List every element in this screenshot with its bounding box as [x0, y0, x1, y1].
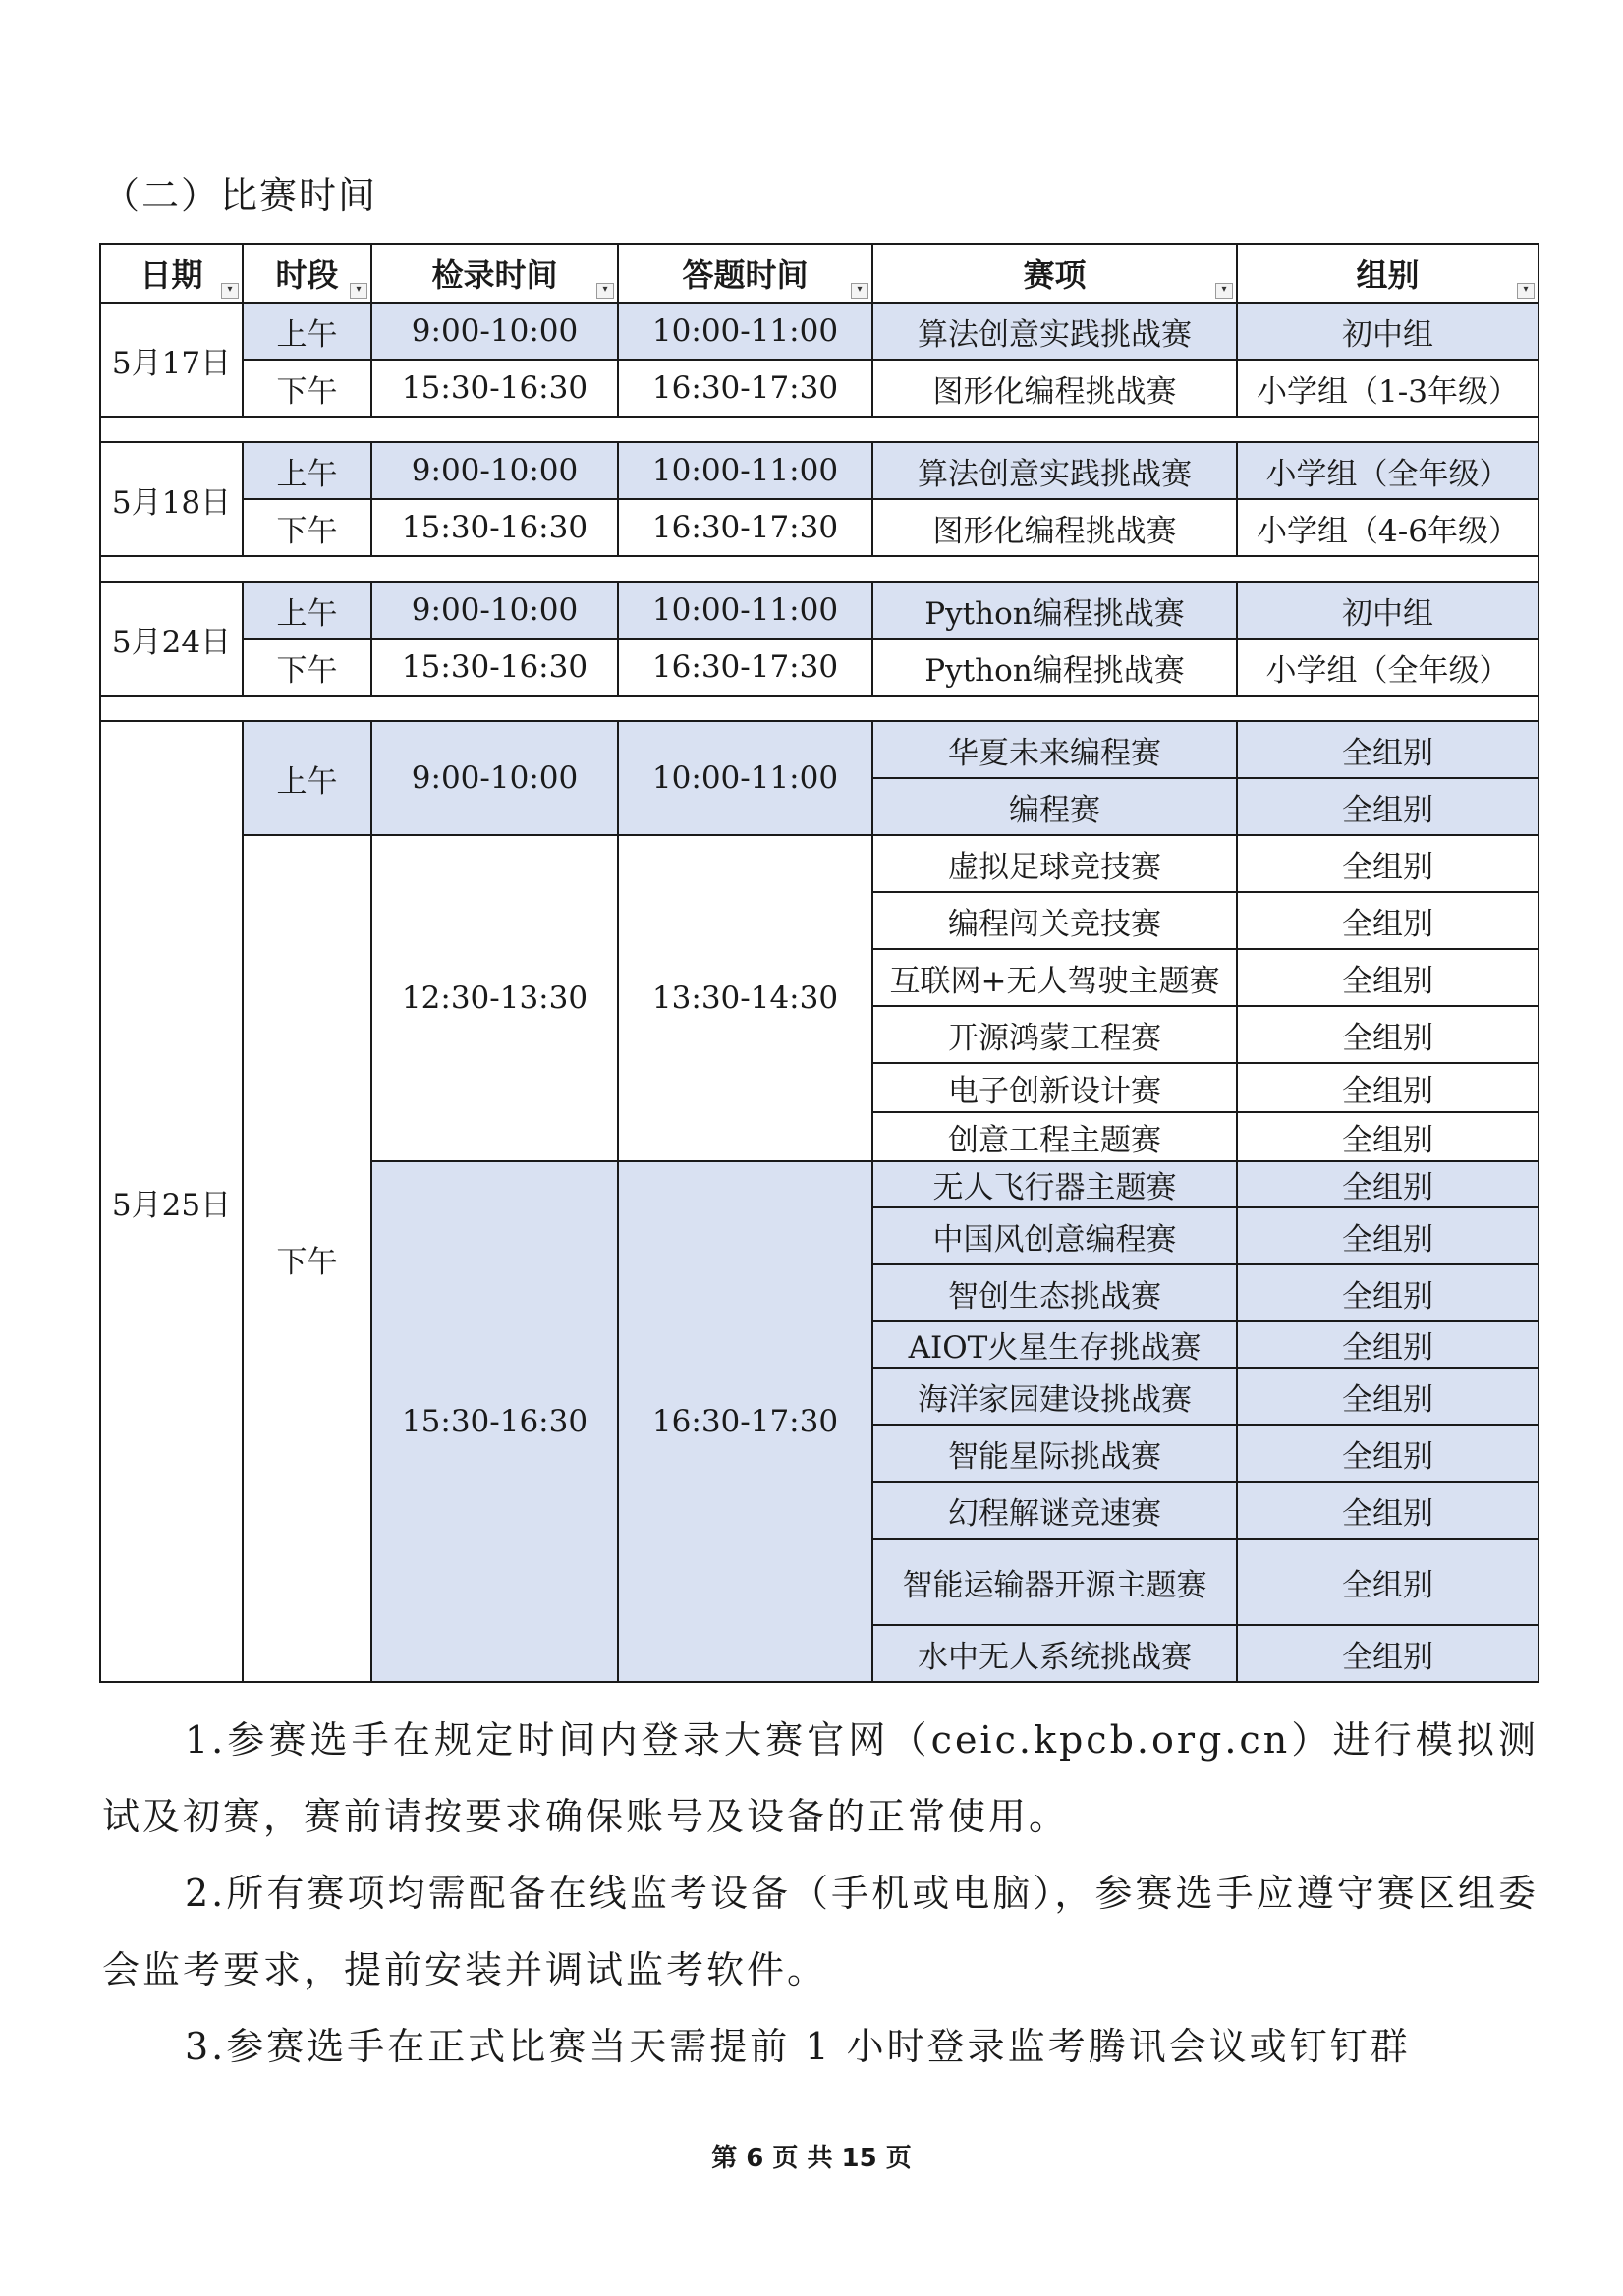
table-row	[100, 721, 1539, 778]
event-cell: 创意工程主题赛	[872, 1112, 1237, 1161]
group-cell: 全组别	[1237, 1482, 1539, 1539]
table-row	[100, 303, 1539, 360]
filter-dropdown-icon[interactable]: ▾	[596, 283, 614, 299]
event-cell: 编程赛	[872, 778, 1237, 835]
event-cell: 算法创意实践挑战赛	[872, 303, 1237, 360]
group-cell: 全组别	[1237, 949, 1539, 1006]
note-paragraph: 3.参赛选手在正式比赛当天需提前 1 小时登录监考腾讯会议或钉钉群	[185, 2025, 1411, 2068]
event-cell: 水中无人系统挑战赛	[872, 1625, 1237, 1682]
event-cell: AIOT火星生存挑战赛	[872, 1321, 1237, 1368]
period-cell: 下午	[243, 499, 371, 556]
group-cell: 全组别	[1237, 1425, 1539, 1482]
date-cell: 5月24日	[100, 582, 243, 696]
group-cell: 全组别	[1237, 1006, 1539, 1063]
event-cell: 无人飞行器主题赛	[872, 1161, 1237, 1207]
header-group: 组别 ▾	[1237, 244, 1539, 303]
group-cell: 小学组（4-6年级）	[1237, 499, 1539, 556]
checkin-cell: 15:30-16:30	[371, 499, 618, 556]
separator-row	[100, 696, 1539, 721]
group-cell: 全组别	[1237, 835, 1539, 892]
header-date: 日期 ▾	[100, 244, 243, 303]
note-paragraph: 2.所有赛项均需配备在线监考设备（手机或电脑），参赛选手应遵守赛区组委会监考要求，提前安装并调试监考软件。	[102, 1872, 1539, 1991]
table-row	[100, 499, 1539, 556]
answer-cell: 16:30-17:30	[618, 499, 872, 556]
group-cell: 全组别	[1237, 1207, 1539, 1264]
group-cell: 全组别	[1237, 1539, 1539, 1625]
group-cell: 全组别	[1237, 721, 1539, 778]
event-cell: 图形化编程挑战赛	[872, 499, 1237, 556]
event-cell: 开源鸿蒙工程赛	[872, 1006, 1237, 1063]
group-cell: 全组别	[1237, 1368, 1539, 1425]
answer-cell: 10:00-11:00	[618, 442, 872, 499]
separator-row	[100, 417, 1539, 442]
filter-dropdown-icon[interactable]: ▾	[350, 283, 367, 299]
event-cell: 中国风创意编程赛	[872, 1207, 1237, 1264]
period-cell: 上午	[243, 442, 371, 499]
group-cell: 初中组	[1237, 303, 1539, 360]
table-row	[100, 442, 1539, 499]
filter-dropdown-icon[interactable]: ▾	[1517, 283, 1535, 299]
group-cell: 全组别	[1237, 1063, 1539, 1112]
date-cell: 5月17日	[100, 303, 243, 417]
header-period: 时段 ▾	[243, 244, 371, 303]
answer-cell: 10:00-11:00	[618, 721, 872, 835]
filter-dropdown-icon[interactable]: ▾	[1215, 283, 1233, 299]
filter-dropdown-icon[interactable]: ▾	[851, 283, 868, 299]
event-cell: 智能运输器开源主题赛	[872, 1539, 1237, 1625]
answer-cell: 16:30-17:30	[618, 639, 872, 696]
group-cell: 小学组（1-3年级）	[1237, 360, 1539, 417]
event-cell: 智创生态挑战赛	[872, 1264, 1237, 1321]
checkin-cell: 15:30-16:30	[371, 639, 618, 696]
period-cell: 下午	[243, 360, 371, 417]
checkin-cell: 9:00-10:00	[371, 721, 618, 835]
group-cell: 全组别	[1237, 1161, 1539, 1207]
group-cell: 全组别	[1237, 1112, 1539, 1161]
group-cell: 全组别	[1237, 892, 1539, 949]
event-cell: 虚拟足球竞技赛	[872, 835, 1237, 892]
event-cell: 算法创意实践挑战赛	[872, 442, 1237, 499]
note-paragraph: 1.参赛选手在规定时间内登录大赛官网（ceic.kpcb.org.cn）进行模拟测试及初赛，赛前请按要求确保账号及设备的正常使用。	[102, 1718, 1539, 1838]
group-cell: 小学组（全年级）	[1237, 442, 1539, 499]
checkin-cell: 12:30-13:30	[371, 835, 618, 1161]
period-cell: 上午	[243, 721, 371, 835]
event-cell: Python编程挑战赛	[872, 639, 1237, 696]
page-footer: 第 6 页 共 15 页	[711, 2144, 912, 2173]
period-cell: 上午	[243, 303, 371, 360]
event-cell: 海洋家园建设挑战赛	[872, 1368, 1237, 1425]
header-checkin-time: 检录时间 ▾	[371, 244, 618, 303]
answer-cell: 10:00-11:00	[618, 582, 872, 639]
answer-cell: 16:30-17:30	[618, 360, 872, 417]
checkin-cell: 15:30-16:30	[371, 1161, 618, 1682]
header-event: 赛项 ▾	[872, 244, 1237, 303]
event-cell: 智能星际挑战赛	[872, 1425, 1237, 1482]
schedule-table	[99, 243, 1539, 1683]
filter-dropdown-icon[interactable]: ▾	[221, 283, 239, 299]
group-cell: 全组别	[1237, 1625, 1539, 1682]
separator-row	[100, 556, 1539, 582]
table-header-row	[100, 244, 1539, 303]
answer-cell: 10:00-11:00	[618, 303, 872, 360]
group-cell: 全组别	[1237, 1321, 1539, 1368]
header-answer-time: 答题时间 ▾	[618, 244, 872, 303]
group-cell: 初中组	[1237, 582, 1539, 639]
event-cell: 幻程解谜竞速赛	[872, 1482, 1237, 1539]
date-cell: 5月18日	[100, 442, 243, 556]
table-row	[100, 835, 1539, 892]
section-heading: （二）比赛时间	[102, 174, 378, 217]
answer-cell: 16:30-17:30	[618, 1161, 872, 1682]
date-cell: 5月25日	[100, 721, 243, 1682]
period-cell: 下午	[243, 835, 371, 1682]
group-cell: 全组别	[1237, 778, 1539, 835]
checkin-cell: 9:00-10:00	[371, 582, 618, 639]
table-row	[100, 582, 1539, 639]
event-cell: 编程闯关竞技赛	[872, 892, 1237, 949]
table-row	[100, 639, 1539, 696]
checkin-cell: 9:00-10:00	[371, 442, 618, 499]
checkin-cell: 15:30-16:30	[371, 360, 618, 417]
event-cell: 华夏未来编程赛	[872, 721, 1237, 778]
group-cell: 小学组（全年级）	[1237, 639, 1539, 696]
event-cell: Python编程挑战赛	[872, 582, 1237, 639]
table-row	[100, 360, 1539, 417]
period-cell: 上午	[243, 582, 371, 639]
checkin-cell: 9:00-10:00	[371, 303, 618, 360]
event-cell: 电子创新设计赛	[872, 1063, 1237, 1112]
group-cell: 全组别	[1237, 1264, 1539, 1321]
event-cell: 互联网+无人驾驶主题赛	[872, 949, 1237, 1006]
period-cell: 下午	[243, 639, 371, 696]
event-cell: 图形化编程挑战赛	[872, 360, 1237, 417]
answer-cell: 13:30-14:30	[618, 835, 872, 1161]
notes-section	[102, 1702, 1539, 2085]
